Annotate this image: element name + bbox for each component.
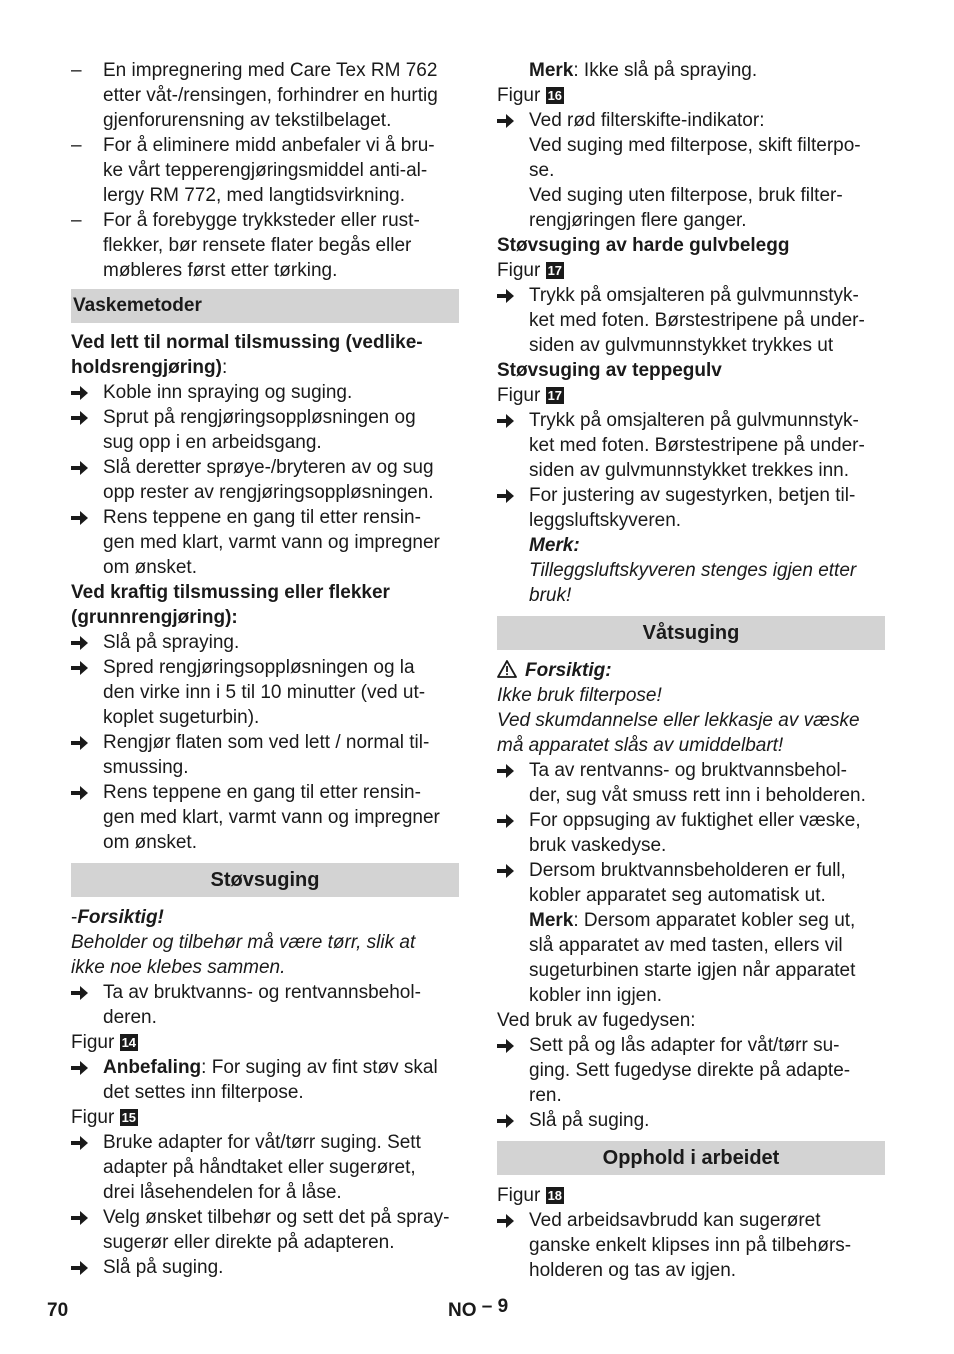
figure-ref: [71, 1030, 459, 1055]
section-heading-vaskemetoder: Vaskemetoder: [71, 289, 459, 323]
text-line: ren.: [529, 1085, 562, 1106]
section-heading-opphold: Opphold i arbeidet: [497, 1141, 885, 1175]
text-line: adapter på håndtaket eller sugerøret,: [103, 1157, 416, 1178]
text-line: ganske enkelt klipses inn på tilbehørs-: [529, 1235, 852, 1256]
hard-floor-heading: Støvsuging av harde gulvbelegg: [497, 235, 790, 256]
text-line: Spred rengjøringsoppløsningen og la: [103, 657, 415, 678]
text-line: møbleres først etter tørking.: [103, 260, 338, 281]
text-line: Trykk på omsjalteren på gulvmunnstyk-: [529, 285, 859, 306]
list-item: [71, 1205, 459, 1255]
text-line: Ved kraftig tilsmussing eller flekker: [71, 582, 390, 603]
figure-label: Figur: [71, 1107, 115, 1128]
list-item: [71, 980, 459, 1030]
text-line: sugerør eller direkte på adapteren.: [103, 1232, 395, 1253]
text-line: drei låsehendelen for å låse.: [103, 1182, 342, 1203]
arrow-right-icon: [497, 808, 519, 829]
text-line: den virke inn i 5 til 10 minutter (ved ut-: [103, 682, 426, 703]
list-item: [71, 505, 459, 580]
text-line: Beholder og tilbehør må være tørr, slik at: [71, 932, 416, 953]
figure-ref: [71, 1105, 459, 1130]
step-recommendation: [71, 1055, 459, 1105]
caution-text: [497, 683, 885, 758]
text-line: holderen og tas av igjen.: [529, 1260, 737, 1281]
note-label: Merk: [529, 910, 574, 931]
text-line: bruk!: [529, 585, 572, 606]
arrow-right-icon: [497, 758, 519, 779]
arrow-right-icon: [497, 1033, 519, 1054]
figure-label: Figur: [497, 385, 541, 406]
arrow-right-icon: [71, 655, 93, 676]
text-line: Ved suging med filterpose, skift filterpo-: [529, 135, 861, 156]
hard-floor-step: [497, 283, 885, 358]
figure-number-badge: 18: [547, 1188, 563, 1203]
dash-list: [71, 58, 459, 283]
colon: :: [221, 357, 228, 378]
text-line: For oppsuging av fuktighet eller væske,: [529, 810, 861, 831]
crevice-intro: Ved bruk av fugedysen:: [497, 1010, 696, 1031]
text-line: lergy RM 772, med langtidsvirkning.: [103, 185, 406, 206]
text-line: For å forebygge trykksteder eller rust-: [103, 210, 420, 231]
arrow-right-icon: [71, 980, 93, 1001]
text-line: : For suging av fint støv skal: [201, 1057, 438, 1078]
note-label: Merk: [529, 60, 574, 81]
text-line: etter våt-/rensingen, forhindrer en hurtig: [103, 85, 438, 106]
note-auto-off-text: [497, 933, 885, 1008]
text-line: Rens teppene en gang til etter rensin-: [103, 507, 421, 528]
light-soiling-steps: [71, 380, 459, 580]
text-line: (grunnrengjøring):: [71, 607, 238, 628]
heavy-soiling-heading: [71, 580, 459, 630]
language-code: NO: [448, 1300, 477, 1321]
text-line: siden av gulvmunnstykket trykkes ut: [529, 335, 834, 356]
arrow-right-icon: [71, 1130, 93, 1151]
list-item: [71, 380, 459, 405]
text-line: flekker, bør rensete flater begås eller: [103, 235, 412, 256]
text-line: se.: [529, 160, 555, 181]
recommendation-label: Anbefaling: [103, 1057, 202, 1078]
figure-number-badge: 14: [121, 1035, 137, 1050]
dash-bullet: –: [71, 210, 82, 231]
carpet-heading: Støvsuging av teppegulv: [497, 360, 722, 381]
section-heading-vatsuging: Våtsuging: [497, 616, 885, 650]
arrow-right-icon: [497, 108, 519, 129]
arrow-right-icon: [71, 505, 93, 526]
figure-label: Figur: [71, 1032, 115, 1053]
list-item: [71, 655, 459, 730]
text-line: Trykk på omsjalteren på gulvmunnstyk-: [529, 410, 859, 431]
text-line: Ta av rentvanns- og bruktvannsbehol-: [529, 760, 847, 781]
carpet-note-label: Merk:: [529, 535, 580, 556]
text-line: Slå på spraying.: [103, 632, 240, 653]
text-line: Sett på og lås adapter for våt/tørr su-: [529, 1035, 840, 1056]
list-item: [71, 58, 459, 133]
text-line: Velg ønsket tilbehør og sett det på spray-: [103, 1207, 450, 1228]
text-line: Ved rød filterskifte-indikator:: [529, 110, 765, 131]
arrow-right-icon: [71, 1055, 93, 1076]
text-line: gen med klart, varmt vann og impregner: [103, 807, 440, 828]
arrow-right-icon: [497, 858, 519, 879]
text-line: leggsluftskyveren.: [529, 510, 682, 531]
arrow-right-icon: [71, 455, 93, 476]
text-line: må apparatet slås av umiddelbart!: [497, 735, 784, 756]
pause-step: [497, 1208, 885, 1283]
section-page: – 9: [476, 1296, 509, 1317]
arrow-right-icon: [497, 1208, 519, 1229]
list-item: [71, 1130, 459, 1205]
filter-step: [497, 108, 885, 133]
list-item: [71, 630, 459, 655]
text-line: : Dersom apparatet kobler seg ut,: [573, 910, 856, 931]
figure-label: Figur: [497, 85, 541, 106]
text-line: Slå på suging.: [529, 1110, 650, 1131]
light-soiling-heading: [71, 330, 459, 380]
arrow-right-icon: [497, 408, 519, 429]
text-line: Rens teppene en gang til etter rensin-: [103, 782, 421, 803]
section-heading-stovsuging: Støvsuging: [71, 863, 459, 897]
carpet-note-text: [497, 558, 885, 608]
text-line: gen med klart, varmt vann og impregner: [103, 532, 440, 553]
caution-text: [71, 930, 459, 980]
list-item: [497, 1208, 885, 1283]
list-item: [497, 858, 885, 908]
list-item: [71, 455, 459, 505]
text-line: koplet sugeturbin).: [103, 707, 260, 728]
note-auto-off: [497, 908, 885, 933]
text-line: slå apparatet av med tasten, ellers vil: [529, 935, 843, 956]
text-line: : Ikke slå på spraying.: [573, 60, 758, 81]
figure-ref: [497, 1183, 885, 1208]
heavy-soiling-steps: [71, 630, 459, 855]
text-line: Ikke bruk filterpose!: [497, 685, 662, 706]
left-column: [71, 58, 459, 1280]
text-line: Tilleggsluftskyveren stenges igjen etter: [529, 560, 857, 581]
text-line: En impregnering med Care Tex RM 762: [103, 60, 438, 81]
list-item: [71, 208, 459, 283]
list-item: [71, 1255, 459, 1280]
list-item: [71, 730, 459, 780]
caution-label: Forsiktig!: [77, 907, 164, 928]
text-line: For justering av sugestyrken, betjen til-: [529, 485, 856, 506]
text-line: ket med foten. Børstestripene på under-: [529, 435, 865, 456]
arrow-right-icon: [71, 1205, 93, 1226]
text-line: om ønsket.: [103, 557, 197, 578]
crevice-steps: [497, 1033, 885, 1133]
arrow-right-icon: [71, 730, 93, 751]
figure-ref: [497, 383, 885, 408]
text-line: sug opp i en arbeidsgang.: [103, 432, 322, 453]
text-line: opp rester av rengjøringsoppløsningen.: [103, 482, 434, 503]
text-line: om ønsket.: [103, 832, 197, 853]
text-line: ikke noe klebes sammen.: [71, 957, 286, 978]
list-item: [497, 108, 885, 133]
caution-dash: -: [71, 907, 78, 928]
step-remove-tanks: [71, 980, 459, 1030]
text-line: Ved skumdannelse eller lekkasje av væske: [497, 710, 860, 731]
page-number: 70: [47, 1300, 69, 1321]
text-line: Rengjør flaten som ved lett / normal til-: [103, 732, 430, 753]
text-line: Ved lett til normal tilsmussing (vedlike-: [71, 332, 423, 353]
caution-label: Forsiktig:: [525, 660, 612, 681]
right-column: [497, 58, 885, 1283]
text-line: holdsrengjøring): [71, 357, 222, 378]
arrow-right-icon: [497, 483, 519, 504]
text-line: der, sug våt smuss rett inn i beholderen.: [529, 785, 866, 806]
text-line: ket med foten. Børstestripene på under-: [529, 310, 865, 331]
figure-ref: [497, 258, 885, 283]
text-line: Dersom bruktvannsbeholderen er full,: [529, 860, 846, 881]
text-line: For å eliminere midd anbefaler vi å bru-: [103, 135, 435, 156]
text-line: Ved arbeidsavbrudd kan sugerøret: [529, 1210, 821, 1231]
figure-number-badge: 16: [547, 88, 563, 103]
text-line: bruk vaskedyse.: [529, 835, 667, 856]
list-item: [71, 780, 459, 855]
text-line: Ved suging uten filterpose, bruk filter-: [529, 185, 843, 206]
text-line: sugeturbinen starte igjen når apparatet: [529, 960, 856, 981]
text-line: Koble inn spraying og suging.: [103, 382, 353, 403]
filter-step-continued: [497, 133, 885, 233]
figure-label: Figur: [497, 260, 541, 281]
figure-number-badge: 17: [547, 388, 563, 403]
list-item: [71, 405, 459, 455]
caution-heading: [497, 658, 885, 683]
language-page-label: [448, 1298, 508, 1323]
text-line: Ta av bruktvanns- og rentvannsbehol-: [103, 982, 421, 1003]
text-line: siden av gulvmunnstykket trekkes inn.: [529, 460, 849, 481]
list-item: [497, 758, 885, 808]
arrow-right-icon: [71, 1255, 93, 1276]
dash-bullet: –: [71, 60, 82, 81]
arrow-right-icon: [71, 780, 93, 801]
arrow-right-icon: [71, 630, 93, 651]
text-line: det settes inn filterpose.: [103, 1082, 304, 1103]
arrow-right-icon: [497, 1108, 519, 1129]
list-item: [497, 408, 885, 483]
list-item: [71, 133, 459, 208]
figure-ref: [497, 83, 885, 108]
dash-bullet: –: [71, 135, 82, 156]
arrow-right-icon: [497, 283, 519, 304]
list-item: [497, 1033, 885, 1108]
list-item: [497, 1108, 885, 1133]
text-line: deren.: [103, 1007, 157, 1028]
text-line: kobler inn igjen.: [529, 985, 663, 1006]
text-line: Slå på suging.: [103, 1257, 224, 1278]
figure-number-badge: 15: [121, 1110, 137, 1125]
warning-triangle-icon: [497, 660, 525, 681]
text-line: Sprut på rengjøringsoppløsningen og: [103, 407, 416, 428]
stovsuging-steps: [71, 1130, 459, 1280]
text-line: ging. Sett fugedyse direkte på adapte-: [529, 1060, 851, 1081]
list-item: [497, 283, 885, 358]
text-line: kobler apparatet seg automatisk ut.: [529, 885, 826, 906]
text-line: rengjøringen flere ganger.: [529, 210, 747, 231]
text-line: Bruke adapter for våt/tørr suging. Sett: [103, 1132, 421, 1153]
text-line: smussing.: [103, 757, 189, 778]
figure-number-badge: 17: [547, 263, 563, 278]
text-line: gjenforurensning av tekstilbelaget.: [103, 110, 392, 131]
arrow-right-icon: [71, 380, 93, 401]
note-spray: [497, 58, 885, 83]
list-item: [497, 808, 885, 858]
list-item: [497, 483, 885, 533]
arrow-right-icon: [71, 405, 93, 426]
text-line: Slå deretter sprøye-/bryteren av og sug: [103, 457, 434, 478]
wet-vacuum-steps: [497, 758, 885, 908]
carpet-steps: [497, 408, 885, 533]
text-line: ke vårt tepperengjøringsmiddel anti-al-: [103, 160, 428, 181]
figure-label: Figur: [497, 1185, 541, 1206]
